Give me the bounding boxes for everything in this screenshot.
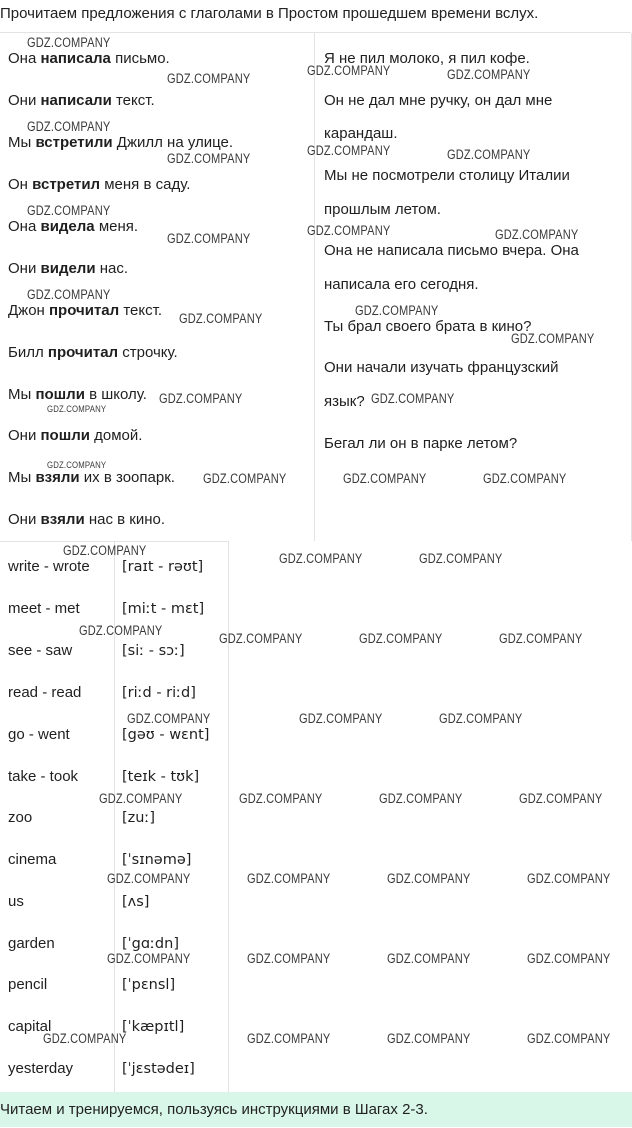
watermark: GDZ.COMPANY: [247, 951, 331, 966]
watermark: GDZ.COMPANY: [527, 871, 611, 886]
vocab-word: garden: [8, 935, 55, 952]
sentence-line: язык?: [324, 393, 365, 410]
sentence-row: Они видели нас.: [8, 260, 129, 277]
vocab-transcription: [siː - sɔː]: [122, 643, 185, 659]
sentence-line: Они начали изучать французский: [324, 359, 559, 376]
sentence-row: Она видела меня.: [8, 218, 139, 235]
vocab-transcription: [ʌs]: [122, 894, 150, 910]
watermark: GDZ.COMPANY: [307, 223, 391, 238]
watermark: GDZ.COMPANY: [527, 951, 611, 966]
vocab-transcription: [ˈkæpɪtl]: [122, 1019, 185, 1035]
watermark: GDZ.COMPANY: [307, 143, 391, 158]
vocab-row: [0, 724, 228, 746]
vocab-word: see - saw: [8, 642, 73, 659]
vocab-word: yesterday: [8, 1060, 74, 1077]
watermark: GDZ.COMPANY: [387, 951, 471, 966]
watermark: GDZ.COMPANY: [47, 460, 107, 471]
watermark: GDZ.COMPANY: [511, 331, 595, 346]
vocab-row: [0, 891, 228, 913]
watermark: GDZ.COMPANY: [519, 791, 603, 806]
vocab-row: [0, 974, 228, 996]
sentence-line: Бегал ли он в парке летом?: [324, 435, 518, 452]
watermark: GDZ.COMPANY: [99, 791, 183, 806]
watermark: GDZ.COMPANY: [47, 404, 107, 415]
watermark: GDZ.COMPANY: [307, 63, 391, 78]
vocab-transcription: [raɪt - rəʊt]: [122, 559, 204, 575]
watermark: GDZ.COMPANY: [167, 231, 251, 246]
watermark: GDZ.COMPANY: [107, 871, 191, 886]
watermark: GDZ.COMPANY: [219, 631, 303, 646]
vocab-transcription: [ˈgɑːdn]: [122, 936, 179, 952]
vocab-word: take - took: [8, 768, 79, 785]
vocab-row: [0, 766, 228, 788]
vocab-transcription: [miːt - mɛt]: [122, 601, 205, 617]
vocab-row: [0, 640, 228, 662]
vocab-transcription: [zuː]: [122, 810, 156, 826]
sentence-line: Я не пил молоко, я пил кофе.: [324, 50, 530, 67]
vocab-row: [0, 807, 228, 829]
watermark: GDZ.COMPANY: [107, 951, 191, 966]
watermark: GDZ.COMPANY: [447, 67, 531, 82]
watermark: GDZ.COMPANY: [495, 227, 579, 242]
sentence-line: Мы не посмотрели столицу Италии: [324, 167, 570, 184]
vocab-word: write - wrote: [8, 558, 90, 575]
vocab-transcription: [teɪk - tʊk]: [122, 769, 200, 785]
sentence-line: карандаш.: [324, 125, 398, 142]
sentence-row: Они написали текст.: [8, 92, 155, 109]
sentence-row: Мы взяли их в зоопарк.: [8, 469, 175, 486]
watermark: GDZ.COMPANY: [499, 631, 583, 646]
watermark: GDZ.COMPANY: [439, 711, 523, 726]
watermark: GDZ.COMPANY: [447, 147, 531, 162]
watermark: GDZ.COMPANY: [387, 1031, 471, 1046]
watermark: GDZ.COMPANY: [299, 711, 383, 726]
vocab-transcription: [gəʊ - wɛnt]: [122, 727, 210, 743]
page-title: Прочитаем предложения с глаголами в Простом прошедшем времени вслух.: [0, 5, 539, 22]
vocab-word: meet - met: [8, 600, 80, 617]
watermark: GDZ.COMPANY: [127, 711, 211, 726]
vocab-transcription: [ˈpɛnsl]: [122, 977, 176, 993]
vocab-row: [0, 1058, 228, 1080]
watermark: GDZ.COMPANY: [27, 35, 111, 50]
watermark: GDZ.COMPANY: [27, 203, 111, 218]
watermark: GDZ.COMPANY: [79, 623, 163, 638]
vocab-word: us: [8, 893, 24, 910]
sentence-line: написала его сегодня.: [324, 276, 479, 293]
watermark: GDZ.COMPANY: [203, 471, 287, 486]
vocab-row: [0, 682, 228, 704]
sentence-line: Она не написала письмо вчера. Она: [324, 242, 579, 259]
watermark: GDZ.COMPANY: [419, 551, 503, 566]
sentence-row: Мы встретили Джилл на улице.: [8, 134, 234, 151]
vocab-word: go - went: [8, 726, 70, 743]
watermark: GDZ.COMPANY: [355, 303, 439, 318]
watermark: GDZ.COMPANY: [27, 287, 111, 302]
sentence-row: Она написала письмо.: [8, 50, 170, 67]
sentence-row: Он встретил меня в саду.: [8, 176, 191, 193]
vocab-word: capital: [8, 1018, 52, 1035]
watermark: GDZ.COMPANY: [483, 471, 567, 486]
watermark: GDZ.COMPANY: [343, 471, 427, 486]
footer-text: Читаем и тренируемся, пользуясь инструкциями в Шагах 2-3.: [0, 1101, 428, 1118]
sentence-row: Джон прочитал текст.: [8, 302, 162, 319]
sentence-line: Ты брал своего брата в кино?: [324, 318, 532, 335]
vocab-row: [0, 849, 228, 871]
vocab-transcription: [riːd - riːd]: [122, 685, 196, 701]
vocab-row: [0, 598, 228, 620]
watermark: GDZ.COMPANY: [167, 71, 251, 86]
sentence-row: Они пошли домой.: [8, 427, 143, 444]
sentence-row: Мы пошли в школу.: [8, 386, 147, 403]
watermark: GDZ.COMPANY: [247, 1031, 331, 1046]
watermark: GDZ.COMPANY: [387, 871, 471, 886]
vocab-word: pencil: [8, 976, 48, 993]
vocab-word: cinema: [8, 851, 57, 868]
watermark: GDZ.COMPANY: [179, 311, 263, 326]
sentence-row: Они взяли нас в кино.: [8, 511, 166, 528]
watermark: GDZ.COMPANY: [167, 151, 251, 166]
vocab-transcription: [ˈsɪnəmə]: [122, 852, 192, 868]
sentence-row: Билл прочитал строчку.: [8, 344, 178, 361]
watermark: GDZ.COMPANY: [27, 119, 111, 134]
vocab-word: zoo: [8, 809, 33, 826]
watermark: GDZ.COMPANY: [239, 791, 323, 806]
vocab-word: read - read: [8, 684, 82, 701]
watermark: GDZ.COMPANY: [379, 791, 463, 806]
watermark: GDZ.COMPANY: [63, 543, 147, 558]
watermark: GDZ.COMPANY: [159, 391, 243, 406]
watermark: GDZ.COMPANY: [247, 871, 331, 886]
watermark: GDZ.COMPANY: [371, 391, 455, 406]
sentence-line: Он не дал мне ручку, он дал мне: [324, 92, 553, 109]
watermark: GDZ.COMPANY: [359, 631, 443, 646]
sentence-line: прошлым летом.: [324, 201, 441, 218]
watermark: GDZ.COMPANY: [527, 1031, 611, 1046]
sentences-right-column: [315, 33, 632, 541]
vocab-row: [0, 556, 228, 578]
watermark: GDZ.COMPANY: [279, 551, 363, 566]
vocab-transcription: [ˈjɛstədeɪ]: [122, 1061, 195, 1077]
watermark: GDZ.COMPANY: [43, 1031, 127, 1046]
instruction-footer: [0, 1092, 632, 1127]
